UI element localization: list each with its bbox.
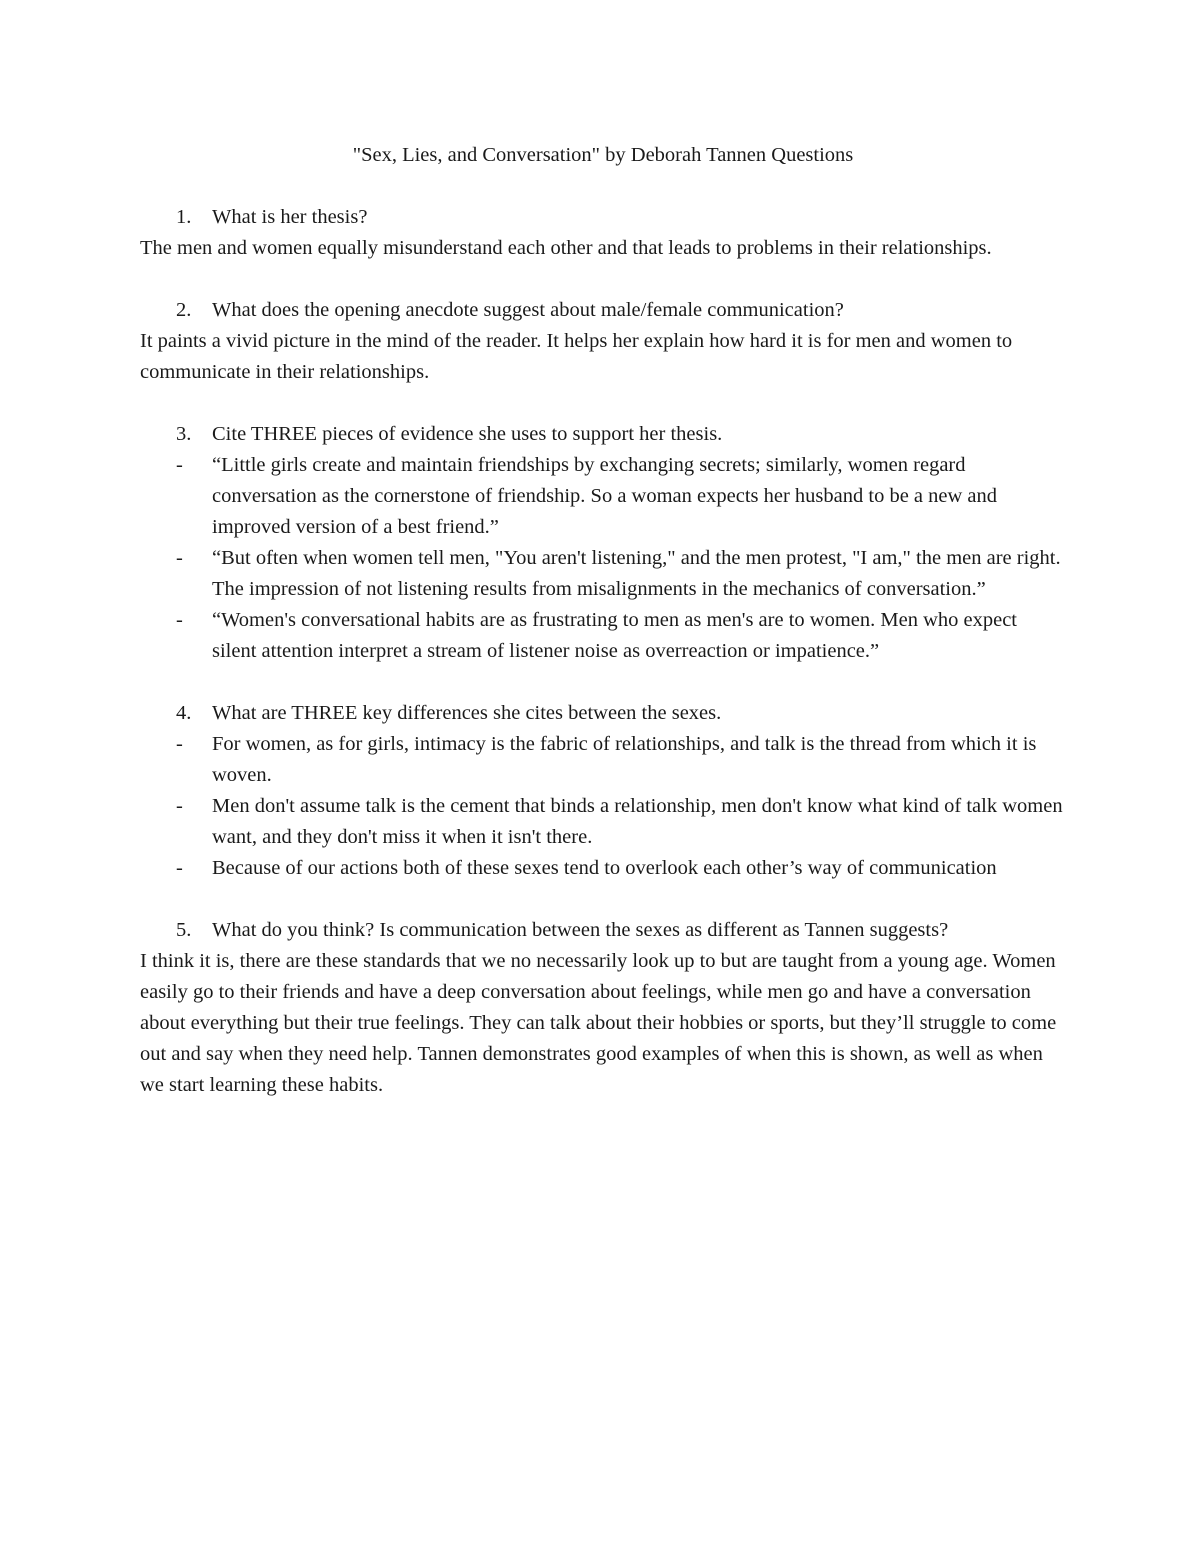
dash-bullet: - [176, 454, 183, 476]
answer-1: The men and women equally misunderstand each other and that leads to problems in their relationships. [140, 237, 992, 259]
question-number: 1. [176, 206, 192, 228]
list-item-text: Because of our actions both of these sexes tend to overlook each other’s way of communication [212, 857, 997, 879]
question-text: Cite THREE pieces of evidence she uses to support her thesis. [212, 423, 723, 445]
list-item-text: “Women's conversational habits are as frustrating to men as men's are to women. Men who expect silent attention interpret a stream of listener noise as overreaction or impatience.” [212, 609, 1017, 662]
question-text: What do you think? Is communication between the sexes as different as Tannen suggests? [212, 919, 949, 941]
document-title: "Sex, Lies, and Conversation" by Deborah Tannen Questions [352, 144, 854, 166]
list-item [140, 729, 1065, 791]
question-2 [140, 295, 1065, 326]
list-item [140, 791, 1065, 853]
dash-bullet: - [176, 547, 183, 569]
list-item [140, 450, 1065, 543]
question-5 [140, 915, 1065, 946]
dash-bullet: - [176, 857, 183, 879]
question-number: 2. [176, 299, 192, 321]
dash-bullet: - [176, 795, 183, 817]
dash-bullet: - [176, 733, 183, 755]
list-item-text: For women, as for girls, intimacy is the fabric of relationships, and talk is the thread from which it is woven. [212, 733, 1037, 786]
evidence-list [140, 450, 1065, 667]
document-page [140, 140, 1065, 1101]
list-item-text: “Little girls create and maintain friendships by exchanging secrets; similarly, women regard conversation as the cornerstone of friendship. So a woman expects her husband to be a new and improved version of a best friend.” [212, 454, 998, 538]
list-item [140, 605, 1065, 667]
question-text: What is her thesis? [212, 206, 368, 228]
question-number: 3. [176, 423, 192, 445]
question-1 [140, 202, 1065, 233]
question-number: 4. [176, 702, 192, 724]
list-item-text: “But often when women tell men, "You aren't listening," and the men protest, "I am," the men are right. The impression of not listening results from misalignments in the mechanics of conversation.” [212, 547, 1061, 600]
list-item-text: Men don't assume talk is the cement that binds a relationship, men don't know what kind of talk women want, and they don't miss it when it isn't there. [212, 795, 1063, 848]
answer-5: I think it is, there are these standards that we no necessarily look up to but are taught from a young age. Women easily go to their friends and have a deep conversation about feelings, while men go and have a conversation about everything but their true feelings. They can talk about their hobbies or sports, but they’ll struggle to come out and say when they need help. Tannen demonstrates good examples of when this is shown, as well as when we start learning these habits. [140, 950, 1057, 1096]
question-4 [140, 698, 1065, 729]
question-text: What are THREE key differences she cites between the sexes. [212, 702, 722, 724]
question-text: What does the opening anecdote suggest about male/female communication? [212, 299, 844, 321]
list-item [140, 543, 1065, 605]
answer-2: It paints a vivid picture in the mind of the reader. It helps her explain how hard it is for men and women to communicate in their relationships. [140, 330, 1013, 383]
question-3 [140, 419, 1065, 450]
list-item [140, 853, 1065, 884]
question-number: 5. [176, 919, 192, 941]
differences-list [140, 729, 1065, 884]
dash-bullet: - [176, 609, 183, 631]
